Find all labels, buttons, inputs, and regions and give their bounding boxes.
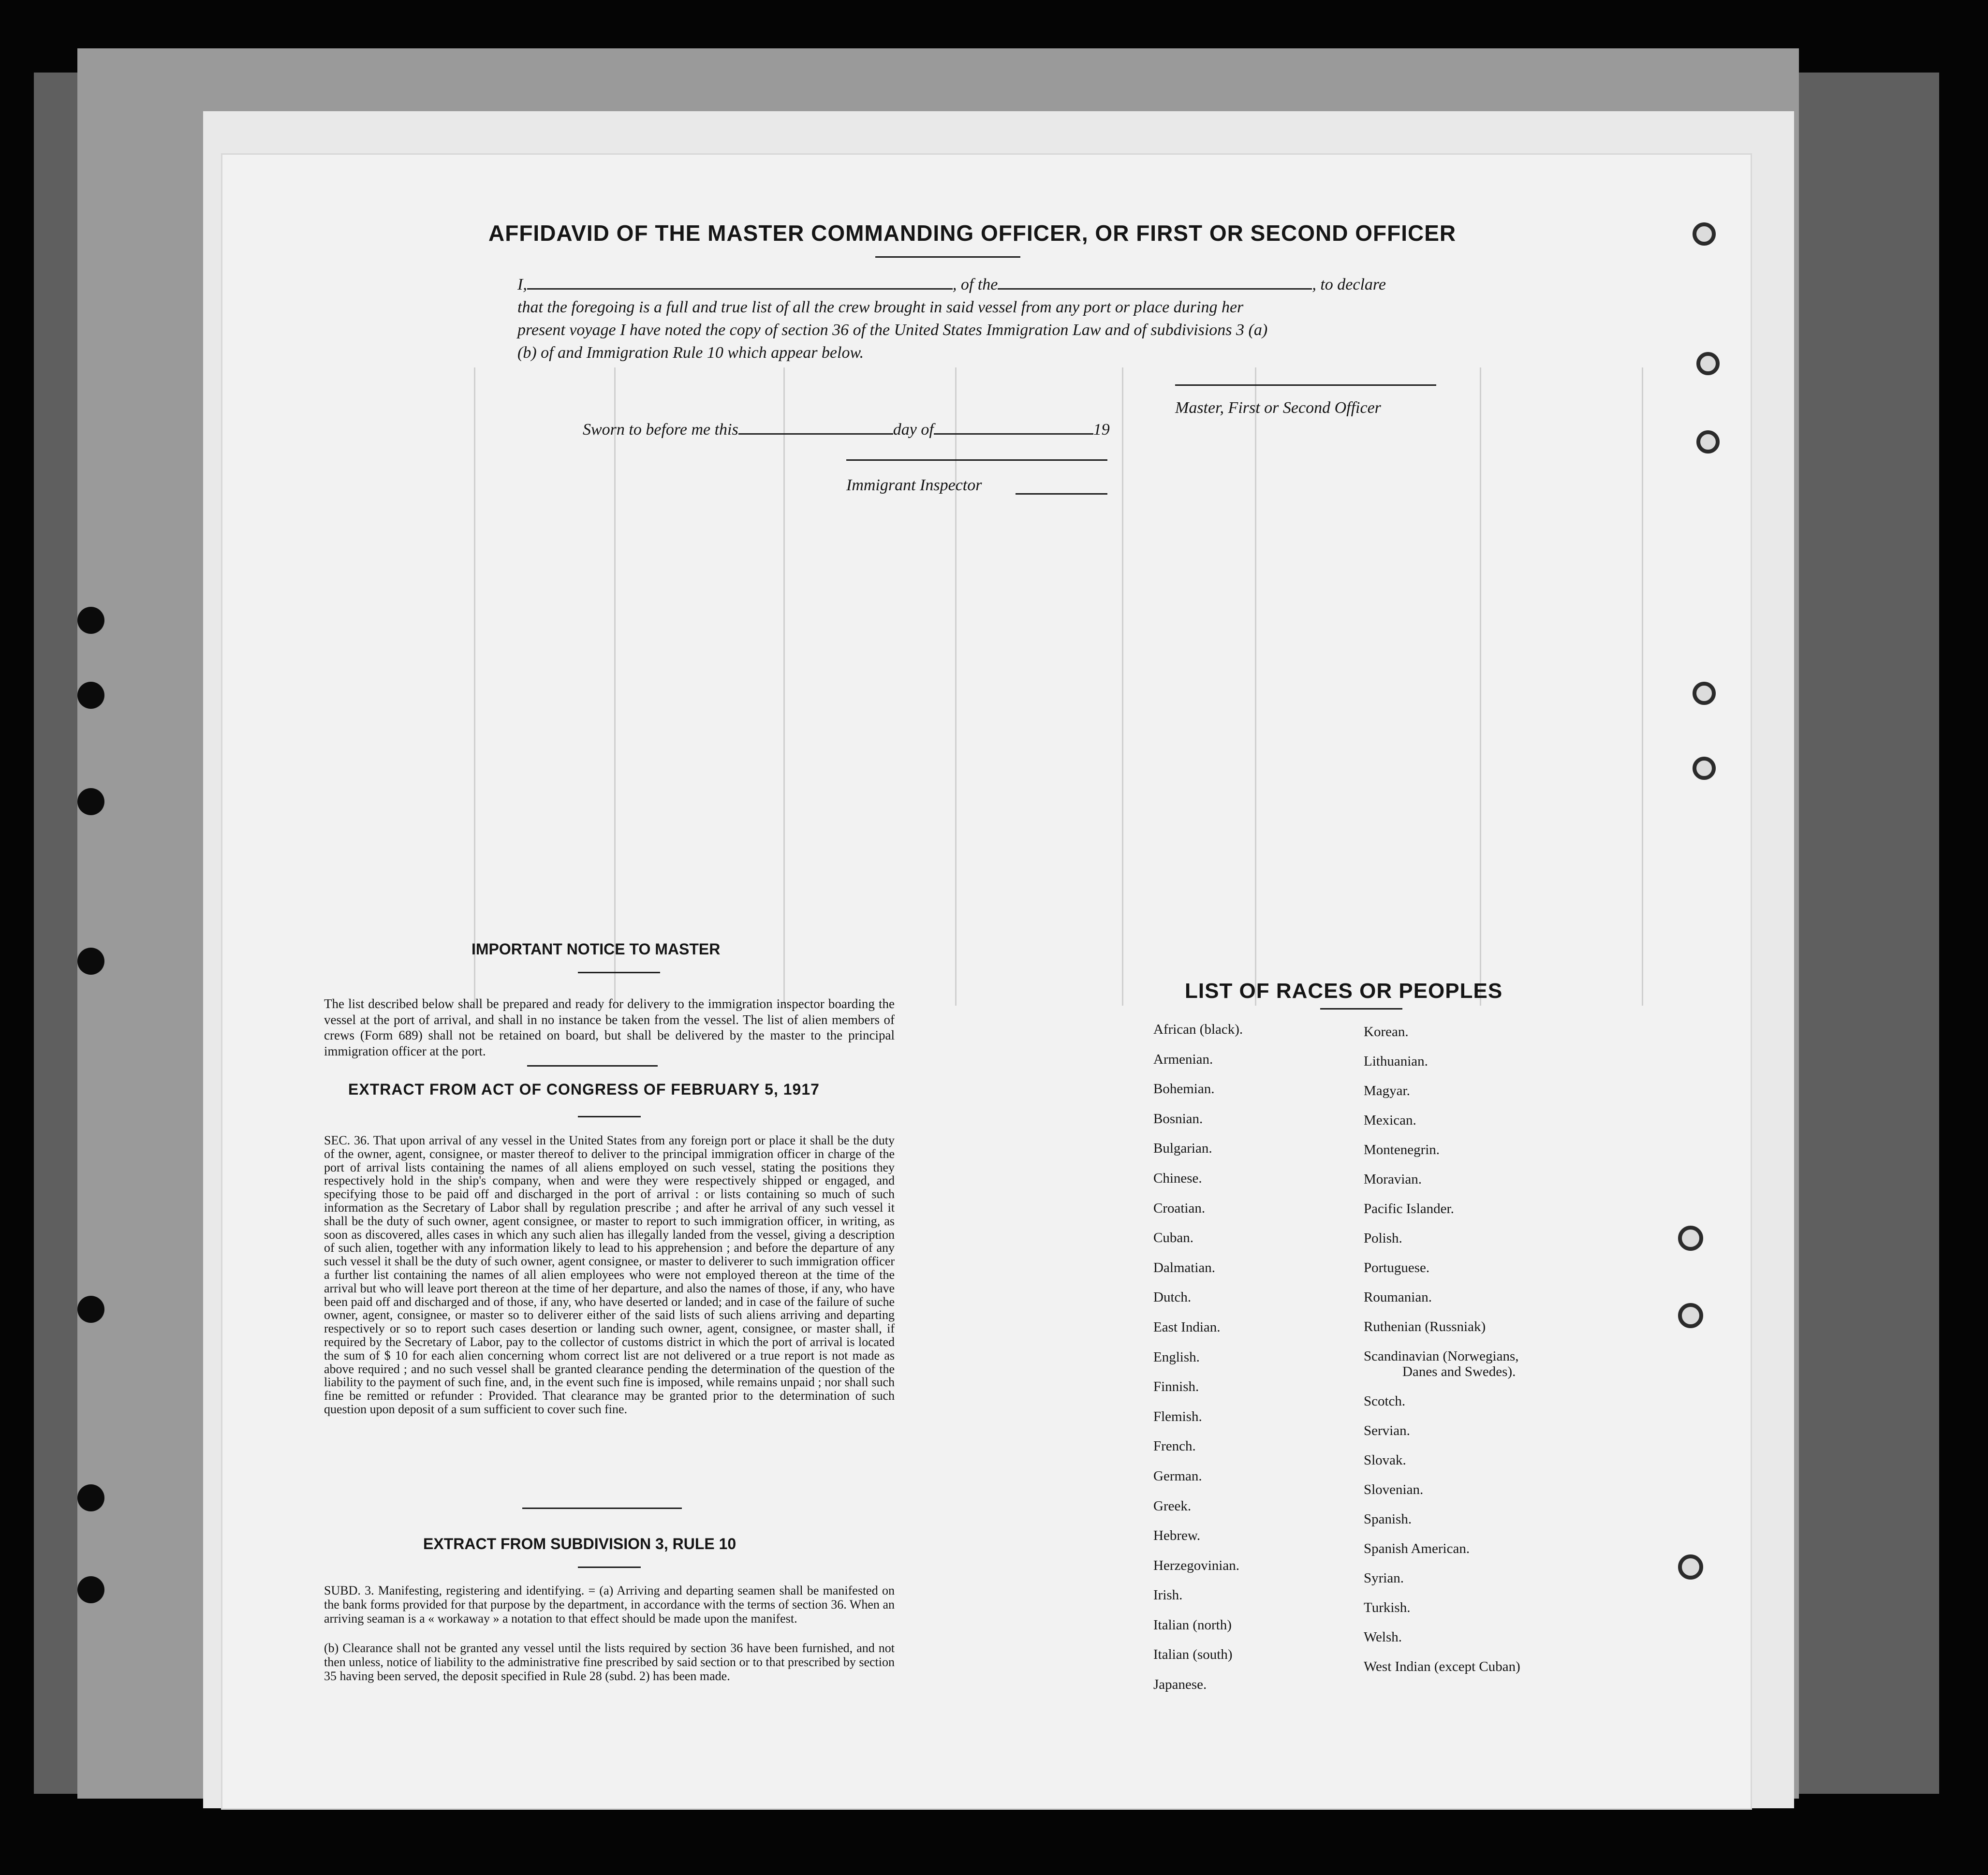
binder-hole — [77, 682, 104, 709]
race-item: Portuguese. — [1364, 1260, 1430, 1275]
race-item: Slovak. — [1364, 1452, 1406, 1468]
column-rule — [955, 367, 957, 1006]
race-item: Korean. — [1364, 1024, 1409, 1040]
rule-subd-b-text: (b) Clearance shall not be granted any vessel until the lists required by section 36 have been furnished, and not then unless, notice of liability to the administrative fine prescribed by said section or to that prescribed by section 35 having been served, the deposit specified in Rule 28 (subd. 2) has been made. — [324, 1641, 895, 1683]
binder-hole — [77, 1484, 104, 1511]
column-rule — [474, 367, 475, 1006]
binder-ring — [1696, 430, 1720, 454]
race-item: Dutch. — [1153, 1289, 1192, 1305]
binder-ring — [1693, 682, 1716, 705]
race-item: Ruthenian (Russniak) — [1364, 1319, 1486, 1334]
inspector-label: Immigrant Inspector — [846, 476, 982, 494]
race-item: Moravian. — [1364, 1172, 1422, 1187]
act-underline — [578, 1116, 641, 1117]
binder-ring — [1696, 352, 1720, 375]
race-item: Spanish American. — [1364, 1541, 1470, 1556]
rule-title: EXTRACT FROM SUBDIVISION 3, RULE 10 — [423, 1535, 736, 1553]
binder-ring — [1678, 1554, 1703, 1580]
race-item: African (black). — [1153, 1022, 1243, 1037]
race-item: Bosnian. — [1153, 1111, 1203, 1127]
i-label: I, — [517, 276, 527, 293]
column-rule — [783, 367, 785, 1006]
rule-underline — [578, 1567, 641, 1568]
race-item: Croatian. — [1153, 1200, 1206, 1216]
race-item: Irish. — [1153, 1587, 1183, 1603]
race-item: Chinese. — [1153, 1170, 1202, 1186]
race-item: English. — [1153, 1349, 1200, 1365]
column-rule — [1480, 367, 1481, 1006]
race-item: French. — [1153, 1438, 1196, 1454]
vessel-blank — [998, 288, 1312, 290]
declaration-line-2: that the foregoing is a full and true list of all the crew brought in said vessel from any port or place during her — [517, 298, 1244, 316]
race-item: Scotch. — [1364, 1393, 1406, 1409]
binder-hole — [77, 788, 104, 815]
race-item: Japanese. — [1153, 1677, 1207, 1693]
inspector-underline — [1016, 493, 1107, 495]
race-item: Polish. — [1364, 1230, 1402, 1246]
sworn-label: Sworn to before me this — [583, 421, 738, 439]
race-item: Mexican. — [1364, 1113, 1416, 1128]
declaration-line-1 — [517, 276, 1386, 294]
column-rule — [1122, 367, 1123, 1006]
master-label: Master, First or Second Officer — [1175, 399, 1381, 417]
declaration-line-3: present voyage I have noted the copy of section 36 of the United States Immigration Law and of subdivisions 3 (a) — [517, 321, 1268, 339]
race-item: Finnish. — [1153, 1379, 1199, 1395]
notice-divider — [527, 1065, 658, 1067]
race-item: Hebrew. — [1153, 1528, 1201, 1544]
race-item: Italian (north) — [1153, 1617, 1232, 1633]
act-section-36-text: SEC. 36. That upon arrival of any vessel in the United States from any foreign port or place it shall be the duty of the owner, agent, consignee, or master thereof to deliver to the principal immigration officer in charge of the port of arrival lists containing the names of all aliens employed on such vessel, stating the positions they respectively hold in the ship's company, when and were they were respectively shipped or engaged, and specifying those to be paid off and discharged in the port of arrival : or lists containing so much of such information as the Secretary of Labor shall by regulation prescribe ; and after he arrival of any such vessel it shall be the duty of such owner, agent consignee, or master to report to such immigration officer, in writing, as soon as discovered, alles cases in which any such alien has illegally landed from the vessel, giving a description of such alien, together with any information likely to lead to his apprehension ; and before the departure of any such vessel it shall be the duty of such owner, agent consignee, or master to deliverer to such immigration officer a further list containing the names of all alien employees who were not employed thereon at the time of the arrival but who will leave port thereon at the time of her departure, and also the names of those, if any, who have been paid off and discharged and of those, if any, who have deserted or landed; and in case of the failure of suche owner, agent, consignee, or master so to deliverer either of the said lists of such aliens arriving and departing respectively or so to report such cases desertion or landing such owner, agent, consignee, or master shall, if required by the Secretary of Labor, pay to the collector of customs district in which the port of arrival is located the sum of $ 10 for each alien concerning whom correct list are not delivered or a true report is not made as above required ; and no such vessel shall be granted clearance pending the determination of the question of the liability to the payment of such fine, and, in the event such fine is imposed, while remains unpaid ; nor shall such fine be remitted or refunder : Provided. That clearance may be granted prior to the determination of such question upon deposit of a sum sufficient to cover such fine. — [324, 1133, 895, 1416]
race-item: German. — [1153, 1468, 1202, 1484]
race-item: Slovenian. — [1364, 1482, 1424, 1497]
race-item: Bulgarian. — [1153, 1141, 1212, 1157]
sworn-line — [583, 421, 1110, 439]
affidavit-form — [222, 155, 1751, 1808]
race-item: Servian. — [1364, 1423, 1410, 1438]
column-rule — [614, 367, 616, 1006]
master-signature-line — [1175, 384, 1436, 386]
race-item: Roumanian. — [1364, 1289, 1432, 1305]
races-right-column — [1364, 1024, 1520, 1688]
sworn-day-blank — [738, 433, 893, 435]
binder-ring — [1693, 757, 1716, 780]
race-item: Syrian. — [1364, 1570, 1404, 1586]
binder-ring — [1678, 1303, 1703, 1328]
races-title: LIST OF RACES OR PEOPLES — [1185, 979, 1503, 1003]
race-item: Danes and Swedes). — [1402, 1364, 1516, 1379]
races-left-column — [1153, 1022, 1243, 1707]
race-item: Herzegovinian. — [1153, 1557, 1239, 1573]
day-of-label: day of — [893, 421, 934, 439]
race-item: Lithuanian. — [1364, 1054, 1428, 1069]
race-item: Greek. — [1153, 1498, 1192, 1514]
inspector-signature-line — [846, 459, 1107, 461]
race-item: Spanish. — [1364, 1511, 1412, 1527]
year-label: 19 — [1093, 421, 1110, 439]
race-item: Cuban. — [1153, 1230, 1193, 1246]
title-underline — [875, 256, 1020, 258]
sworn-month-blank — [934, 433, 1093, 435]
race-item: Pacific Islander. — [1364, 1201, 1454, 1216]
race-item: Italian (south) — [1153, 1647, 1233, 1663]
race-item: Magyar. — [1364, 1083, 1410, 1099]
binder-ring — [1678, 1226, 1703, 1251]
race-item: Bohemian. — [1153, 1081, 1215, 1097]
race-item: Welsh. — [1364, 1629, 1402, 1645]
binder-hole — [77, 948, 104, 975]
column-rule — [1642, 367, 1643, 1006]
binder-hole — [77, 1296, 104, 1323]
act-title: EXTRACT FROM ACT OF CONGRESS OF FEBRUARY 5, 1917 — [348, 1081, 820, 1098]
binder-hole — [77, 1576, 104, 1603]
race-item: Turkish. — [1364, 1600, 1411, 1615]
race-item: Dalmatian. — [1153, 1260, 1216, 1275]
to-declare-label: , to declare — [1312, 276, 1386, 293]
race-item: Armenian. — [1153, 1051, 1213, 1067]
affidavit-title: AFFIDAVID OF THE MASTER COMMANDING OFFICER, OR FIRST OR SECOND OFFICER — [488, 220, 1457, 246]
race-item: Scandinavian (Norwegians, — [1364, 1348, 1519, 1364]
declaration-line-4: (b) of and Immigration Rule 10 which appear below. — [517, 344, 864, 362]
binder-hole — [77, 607, 104, 634]
notice-title: IMPORTANT NOTICE TO MASTER — [471, 940, 721, 958]
notice-text: The list described below shall be prepared and ready for delivery to the immigration inspector boarding the vessel at the port of arrival, and shall in no instance be taken from the vessel. The list of alien members of crews (Form 689) shall not be retained on board, but shall be delivered by the master to the principal immigration officer at the port. — [324, 996, 895, 1058]
act-divider — [522, 1508, 682, 1509]
race-item: Montenegrin. — [1364, 1142, 1440, 1157]
of-the-label: , of the — [952, 276, 998, 293]
name-blank — [527, 288, 953, 290]
race-item: East Indian. — [1153, 1319, 1221, 1335]
races-underline — [1320, 1008, 1402, 1010]
column-rule — [1255, 367, 1256, 1006]
notice-underline — [578, 972, 660, 973]
rule-subd-a-text: SUBD. 3. Manifesting, registering and identifying. = (a) Arriving and departing seamen shall be manifested on the bank forms provided for that purpose by the department, in accordance with the terms of section 36. When an arriving seaman is a « workaway » a notation to that effect should be made upon the manifest. — [324, 1583, 895, 1626]
binder-ring — [1693, 222, 1716, 246]
race-item: Flemish. — [1153, 1408, 1202, 1424]
race-item: West Indian (except Cuban) — [1364, 1659, 1520, 1674]
